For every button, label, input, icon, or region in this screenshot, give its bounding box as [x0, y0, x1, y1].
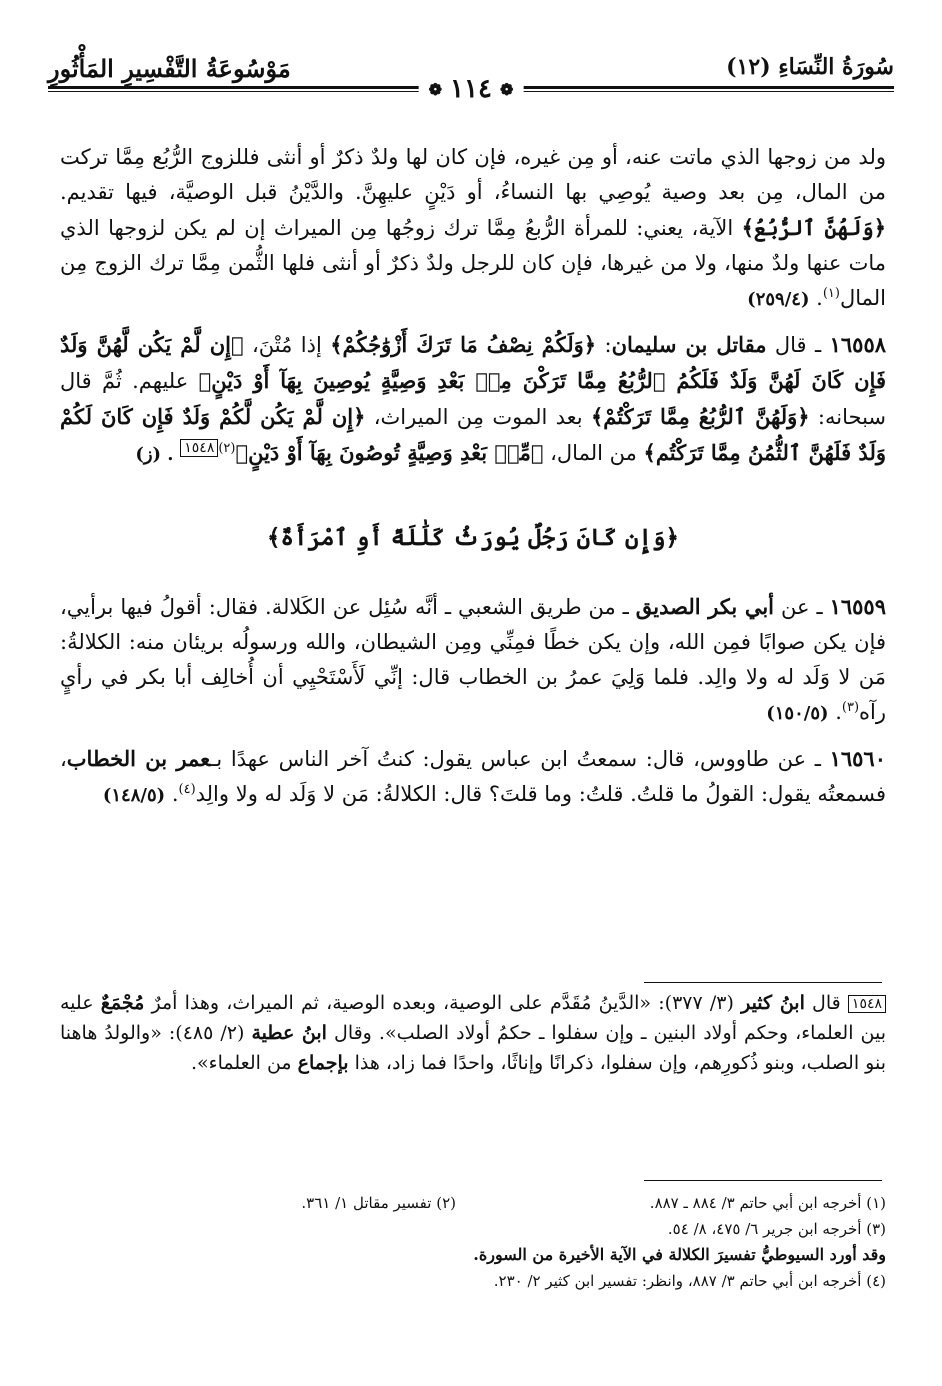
quran-quote: ﴿مِّنۢ بَعْدِ وَصِيَّةٍ تُوصُونَ بِهَآ أَوْ دَيْنٍ﴾ — [235, 440, 544, 465]
narration-16558 — [60, 327, 886, 472]
paragraph-text: ـ عن طاووس، قال: سمعتُ ابن عباس يقول: كنتُ آخر الناس عهدًا بـ — [210, 747, 830, 771]
footnote-marker[interactable]: (٣) — [841, 700, 860, 715]
paragraph-text: ولد من زوجها الذي ماتت عنه، أو مِن غيره، فإن كان لها ولدٌ ذكرٌ أو أنثى فللزوج الرُّبُع مِمَّا تركت من المال، مِن بعد وصية يُوصِي بها النساءُ، أو دَيْنٍ عليهِنَّ. والدَّيْنُ قبل الوصيَّة، فيها تقديم. — [60, 145, 886, 204]
emphasis-text: مُجْمَعٌ — [100, 992, 145, 1014]
quran-quote: ﴿وَلَكُمْ نِصْفُ مَا تَرَكَ أَزْوَٰجُكُمْ﴾ — [330, 332, 597, 357]
paragraph-text: : — [596, 333, 612, 357]
volume-reference: (٢٥٩/٤) — [747, 289, 810, 310]
volume-reference: (١٥٠/٥) — [766, 703, 829, 724]
commentary-reference-box[interactable]: ١٥٤٨ — [180, 439, 218, 457]
commentary-text: (٢/ ٤٨٥): «والولدُ هاهنا بنو الصلب، وبنو ذُكورِهم، وإن سفلوا، ذكرانًا وإناثًا، واحدًا فما زاد، هذا — [60, 1022, 886, 1074]
footnote-marker[interactable]: (١) — [822, 286, 840, 301]
paragraph-text: ـ من طريق الشعبي ـ أنَّه سُئِل عن الكَلالة. فقال: أقولُ فيها برأيي، فإن يكن صوابًا فمِن الله، وإن يكن خطًا فمِنِّي ومِن الشيطان، والله ورسولُه بريئان منه: الكلالةُ: مَن لا وَلَد له ولا والِد. فلما وَلِيَ عمرُ بن الخطاب قال: إنِّي لَأَسْتَحْيِي أن أُخالِف أبا بكر في رأيٍ رآه — [60, 595, 886, 724]
commentary-text: من العلماء». — [191, 1052, 298, 1074]
narration-number: ١٦٥٥٨ — [829, 332, 887, 357]
footnote-marker[interactable]: (٤) — [178, 782, 196, 797]
footnotes — [60, 1190, 886, 1294]
commentary-text: (٣/ ٣٧٧): «الدَّينُ مُقَدَّم على الوصية، وبعده الوصية، ثم الميراث، وهذا أمرٌ — [144, 992, 742, 1014]
narrator-name: مقاتل بن سليمان — [611, 332, 767, 357]
ornament-icon: ❁ — [428, 79, 443, 99]
main-text — [60, 140, 886, 823]
footnote-3: (٣) أخرجه ابن جرير ٦/ ٤٧٥، ٨/ ٥٤. — [667, 1220, 886, 1238]
narrator-name: أبي بكر الصديق — [635, 594, 775, 619]
paragraph-text: إذا مُتْنَ، — [243, 333, 331, 357]
paragraph-text: بعد الموت مِن الميراث، — [365, 405, 591, 429]
narration-16559: ١٦٥٥٩ ـ عن أبي بكر الصديق ـ من طريق الشعبي ـ أنَّه سُئِل عن الكَلالة. فقال: أقولُ فيها برأيي، فإن يكن صوابًا فمِن الله، وإن يكن خطًا فمِنِّي ومِن الشيطان، والله ورسولُه بريئان منه: الكلالةُ: مَن لا وَلَد له ولا والِد. فلما وَلِيَ عمرُ بن الخطاب قال: إنِّي لَأَسْتَحْيِي أن أُخالِف أبا بكر في رأيٍ رآه$^{(٣)}$. (١٥٠/٥) — [60, 594, 886, 724]
narration-number: ١٦٥٥٩ — [829, 594, 886, 619]
footnote-1: (١) أخرجه ابن أبي حاتم ٣/ ٨٨٤ ـ ٨٨٧. — [649, 1194, 886, 1212]
paragraph-text: عليهم. ثُمَّ قال سبحانه: — [60, 369, 886, 429]
page-header — [48, 52, 894, 104]
commentary-number-box: ١٥٤٨ — [848, 995, 886, 1013]
footnote-marker[interactable]: (٢) — [218, 441, 236, 456]
paragraph-text: ، فسمعتُه يقول: القولُ ما قلتُ. قلتُ: وما قلتَ؟ قال: الكلالةُ: مَن لا وَلَد له ولا والِد — [60, 747, 886, 806]
paragraph-text: من المال، — [543, 441, 644, 465]
commentary-block — [60, 988, 886, 1078]
book-title: مَوْسُوعَةُ التَّفْسِيرِ المَأْثُورِ — [48, 54, 291, 83]
footnote-note: وقد أورد السيوطيُّ تفسيرَ الكلالة في الآية الأخيرة من السورة. — [473, 1245, 886, 1264]
footnote-divider — [644, 1180, 882, 1181]
footnote-row — [60, 1190, 886, 1216]
footnote-2: (٢) تفسير مقاتل ١/ ٣٦١. — [301, 1194, 456, 1212]
narrator-name: عمر بن الخطاب — [66, 746, 211, 771]
commentary-text: عليه بين العلماء، وحكم أولاد البنين ـ وإن سفلوا ـ حكمُ أولاد الصلب». وقال — [60, 992, 887, 1044]
volume-reference: (١٤٨/٥) — [102, 785, 166, 806]
scholar-name: ابنُ عطية — [251, 1022, 327, 1044]
commentary-text: قال — [804, 992, 848, 1014]
source-code: . (ز) — [135, 444, 174, 465]
ornament-icon: ❁ — [499, 79, 514, 99]
paragraph-continuation: ولد من زوجها الذي ماتت عنه، أو مِن غيره، فإن كان لها ولدٌ ذكرٌ أو أنثى فللزوج الرُّبُع مِمَّا تركت من المال، مِن بعد وصية يُوصِي بها النساءُ، أو دَيْنٍ عليهِنَّ. والدَّيْنُ قبل الوصيَّة، فيها تقديم. ﴿وَلَهُنَّ ٱلرُّبُعُ﴾ الآية، يعني: للمرأة الرُّبعُ مِمَّا ترك زوجُها مِن الميراث إن لم يكن لزوجها الذي مات عنها ولدٌ منها، ولا من غيرها، فإن كان للرجل ولدٌ ذكرٌ أو أنثى فلها الثُّمن مِمَّا ترك الزوج مِن المال$^{(١)}$. (٢٥٩/٤) — [60, 145, 886, 310]
quran-quote: ﴿إِن لَّمْ يَكُن لَّكُمْ وَلَدٌ فَإِن كَانَ لَكُمْ وَلَدٌ فَلَهُنَّ ٱلثُّمُنُ مِمَّا تَرَكْتُم﴾ — [60, 404, 886, 465]
page-number-group — [419, 74, 524, 104]
quran-quote: ﴿إِن لَّمْ يَكُن لَّهُنَّ وَلَدٌ فَإِن كَانَ لَهُنَّ وَلَدٌ فَلَكُمُ ٱلرُّبُعُ مِمَّا تَرَكْنَ مِنۢ بَعْدِ وَصِيَّةٍ يُوصِينَ بِهَآ أَوْ دَيْنٍ﴾ — [60, 332, 886, 393]
narration-16560: ١٦٥٦٠ ـ عن طاووس، قال: سمعتُ ابن عباس يقول: كنتُ آخر الناس عهدًا بـعمر بن الخطاب، فسمعتُه يقول: القولُ ما قلتُ. قلتُ: وما قلتَ؟ قال: الكلالةُ: مَن لا وَلَد له ولا والِد$^{(٤)}$. (١٤٨/٥) — [60, 746, 886, 806]
paragraph-text: الآية، يعني: للمرأة الرُّبعُ مِمَّا ترك زوجُها مِن الميراث إن لم يكن لزوجها الذي مات عنها ولدٌ منها، ولا من غيرها، فإن كان للرجل ولدٌ ذكرٌ أو أنثى فلها الثُّمن مِمَّا ترك الزوج مِن المال — [60, 216, 886, 310]
verse-heading: ﴿وَإِن كَانَ رَجُلٌ يُورَثُ كَلَٰلَةً أَوِ ٱمْرَأَةٌ﴾ — [267, 524, 679, 551]
surah-title: سُورَةُ النِّسَاءِ (١٢) — [726, 54, 894, 80]
scholar-name: ابنُ كثير — [741, 992, 805, 1014]
footnote-4: (٤) أخرجه ابن أبي حاتم ٣/ ٨٨٧، وانظر: تفسير ابن كثير ٢/ ٢٣٠. — [493, 1272, 886, 1290]
emphasis-text: بإجماع — [297, 1052, 349, 1074]
paragraph-text: ـ عن — [774, 595, 830, 619]
narration-number: ١٦٥٦٠ — [829, 746, 886, 771]
page-number: ١١٤ — [450, 74, 492, 104]
quran-quote: ﴿وَلَهُنَّ ٱلرُّبُعُ مِمَّا تَرَكْتُمْ﴾ — [591, 404, 810, 429]
paragraph-text: ـ قال — [766, 333, 830, 357]
commentary-divider — [644, 982, 882, 983]
quran-quote: ﴿وَلَهُنَّ ٱلرُّبُعُ﴾ — [741, 215, 886, 240]
